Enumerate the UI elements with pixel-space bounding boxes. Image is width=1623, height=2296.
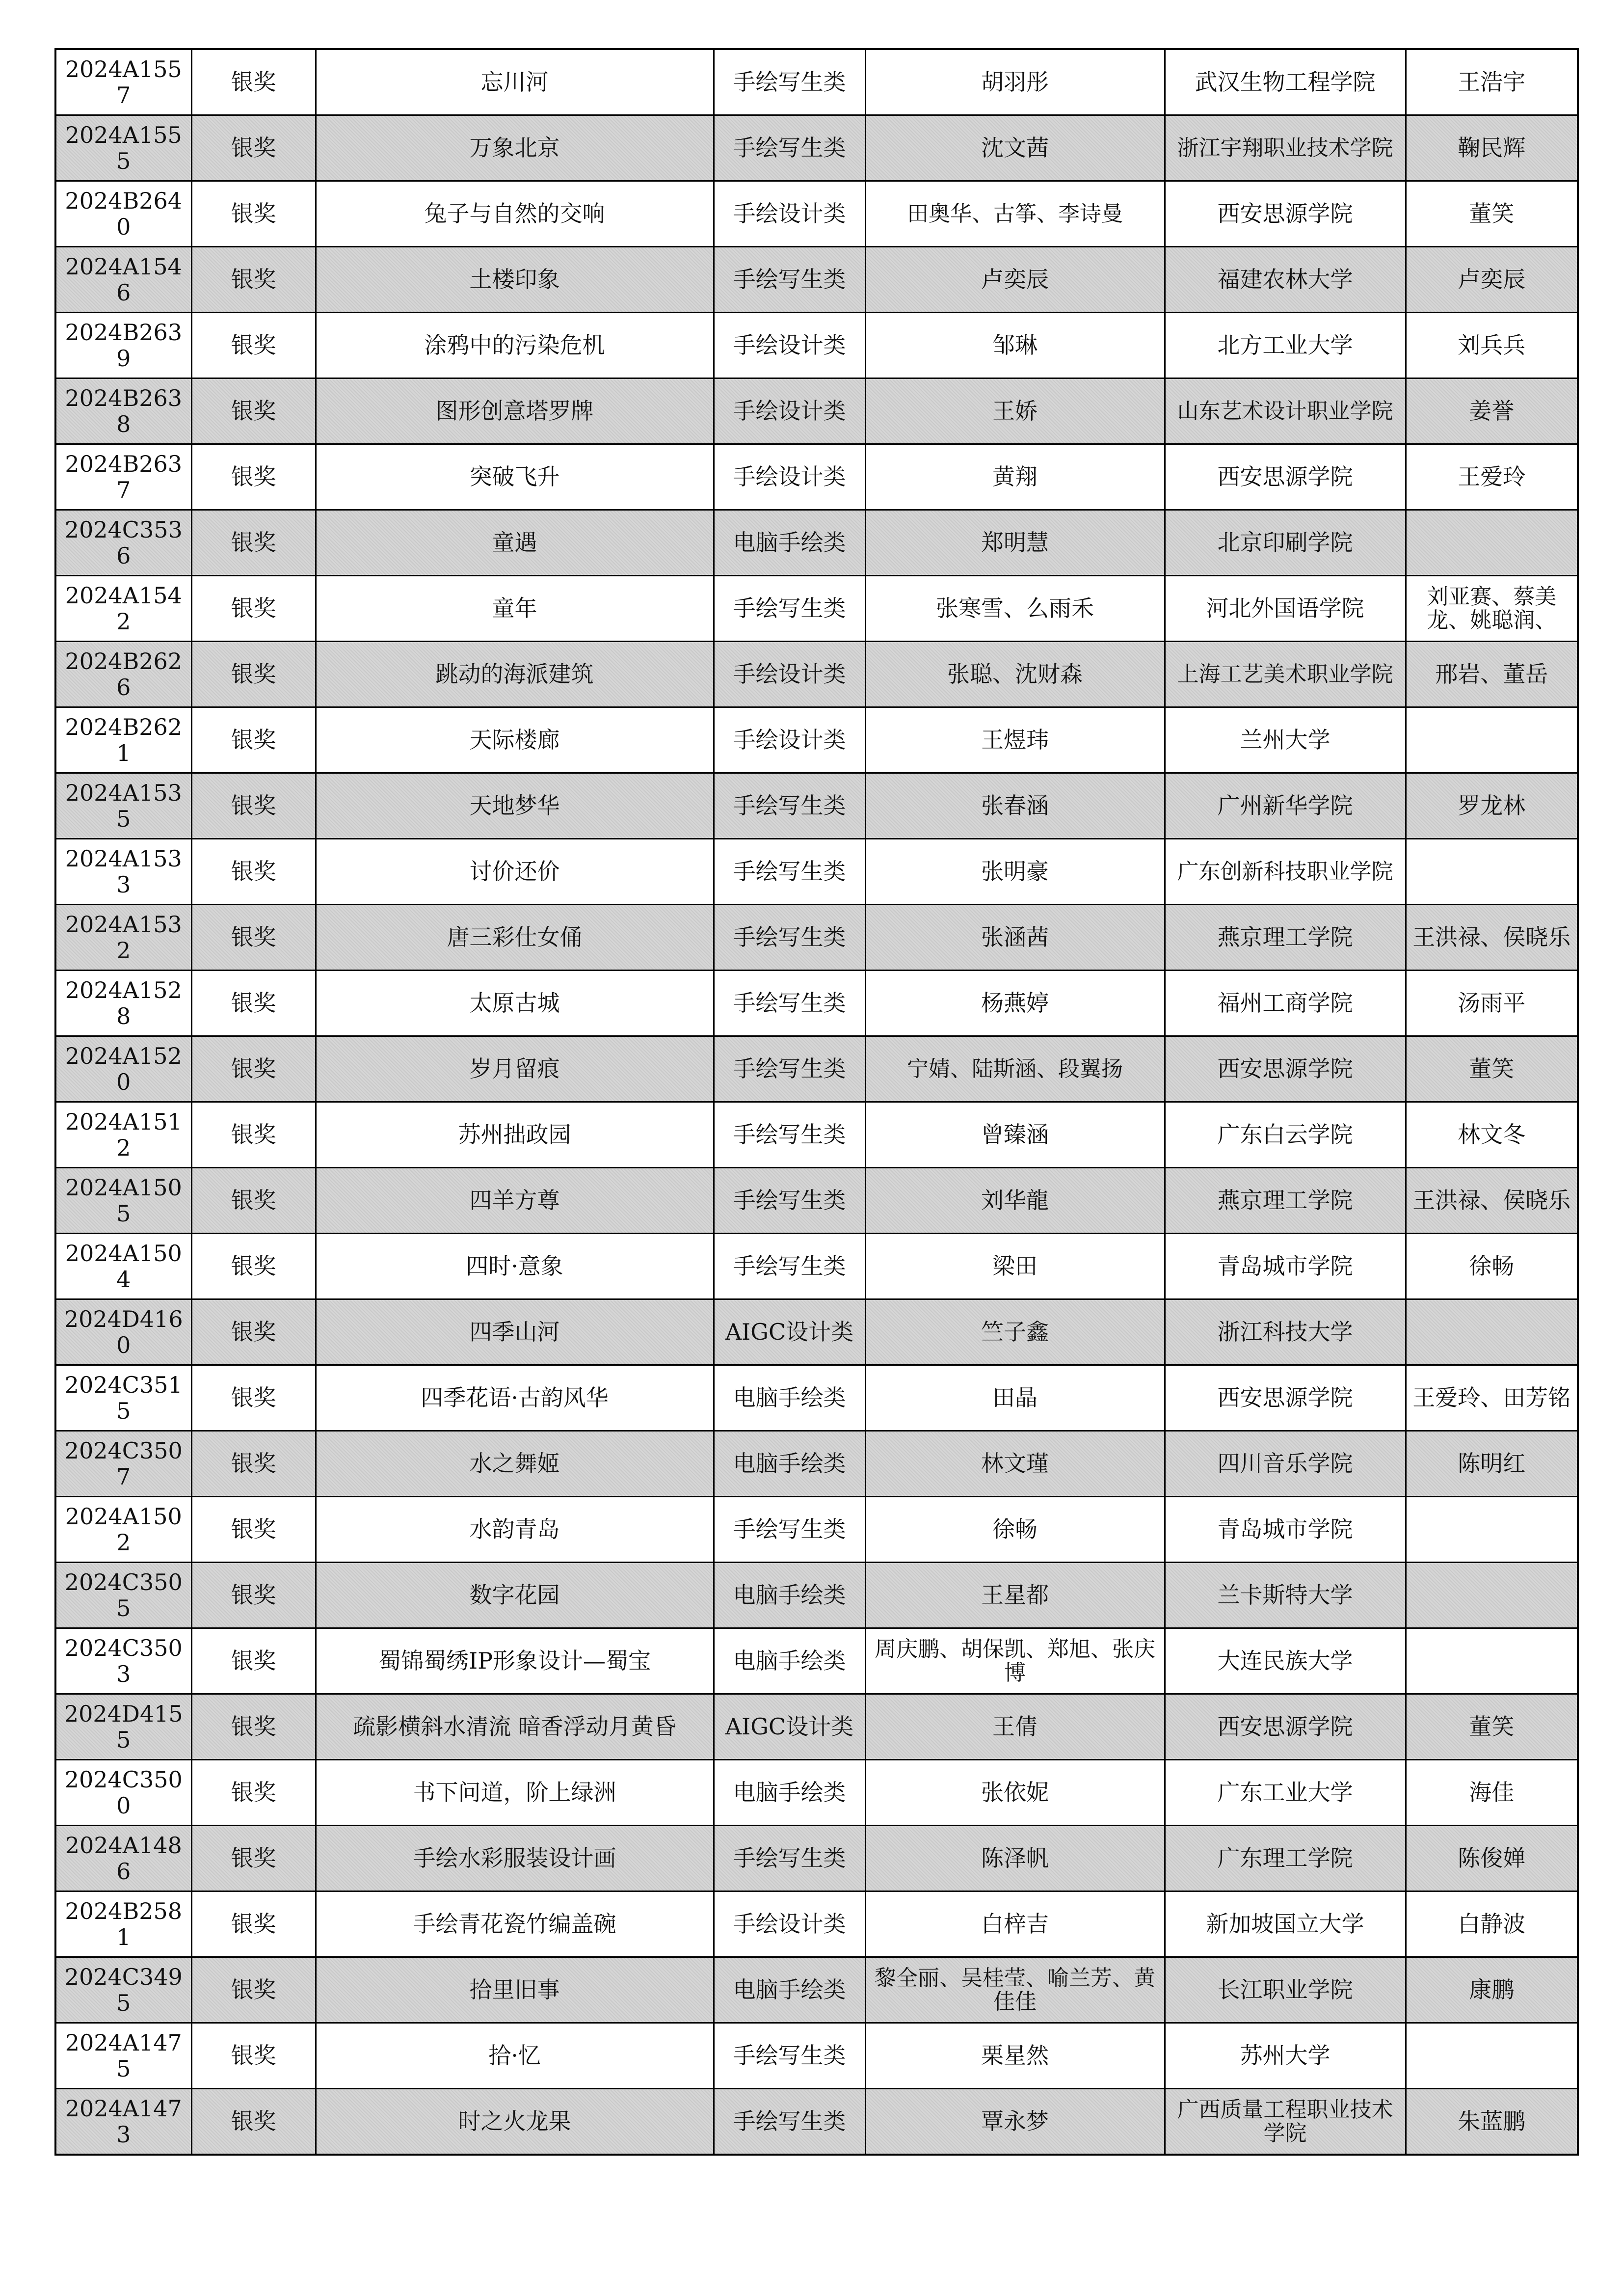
author-cell: 郑明慧 [865, 510, 1165, 576]
entry-id-cell: 2024A1557 [55, 49, 191, 115]
work-title-cell: 四季山河 [316, 1299, 714, 1365]
advisor-cell: 康鹏 [1406, 1957, 1578, 2023]
table-row [55, 1957, 1578, 2023]
table-row [55, 642, 1578, 707]
work-title-cell: 拾里旧事 [316, 1957, 714, 2023]
award-level-cell: 银奖 [191, 707, 316, 773]
work-title-cell: 天际楼廊 [316, 707, 714, 773]
work-title-cell: 兔子与自然的交响 [316, 181, 714, 247]
work-title-cell: 水之舞姬 [316, 1431, 714, 1497]
advisor-cell: 姜誉 [1406, 378, 1578, 444]
advisor-cell: 徐畅 [1406, 1234, 1578, 1299]
author-cell: 邹琳 [865, 313, 1165, 378]
author-cell: 胡羽彤 [865, 49, 1165, 115]
category-cell: 手绘设计类 [714, 181, 865, 247]
author-cell: 沈文茜 [865, 115, 1165, 181]
award-level-cell: 银奖 [191, 1102, 316, 1168]
table-row [55, 247, 1578, 313]
advisor-cell: 董笑 [1406, 1694, 1578, 1760]
school-cell: 北方工业大学 [1165, 313, 1406, 378]
category-cell: 手绘设计类 [714, 378, 865, 444]
advisor-cell: 罗龙林 [1406, 773, 1578, 839]
author-cell: 卢奕辰 [865, 247, 1165, 313]
school-cell: 西安思源学院 [1165, 1694, 1406, 1760]
advisor-cell: 王爱玲、田芳铭 [1406, 1365, 1578, 1431]
author-cell: 刘华龍 [865, 1168, 1165, 1234]
school-cell: 广西质量工程职业技术学院 [1165, 2089, 1406, 2155]
school-cell: 燕京理工学院 [1165, 905, 1406, 971]
author-cell: 王倩 [865, 1694, 1165, 1760]
table-row [55, 1299, 1578, 1365]
advisor-cell [1406, 1299, 1578, 1365]
table-row [55, 1036, 1578, 1102]
work-title-cell: 水韵青岛 [316, 1497, 714, 1563]
advisor-cell: 王爱玲 [1406, 444, 1578, 510]
entry-id-cell: 2024A1505 [55, 1168, 191, 1234]
table-row [55, 2089, 1578, 2155]
entry-id-cell: 2024A1546 [55, 247, 191, 313]
category-cell: 电脑手绘类 [714, 1563, 865, 1628]
advisor-cell: 董笑 [1406, 181, 1578, 247]
school-cell: 四川音乐学院 [1165, 1431, 1406, 1497]
author-cell: 张依妮 [865, 1760, 1165, 1826]
entry-id-cell: 2024B2581 [55, 1891, 191, 1957]
work-title-cell: 跳动的海派建筑 [316, 642, 714, 707]
advisor-cell: 卢奕辰 [1406, 247, 1578, 313]
author-cell: 林文瑾 [865, 1431, 1165, 1497]
award-level-cell: 银奖 [191, 839, 316, 905]
entry-id-cell: 2024C3500 [55, 1760, 191, 1826]
school-cell: 广东创新科技职业学院 [1165, 839, 1406, 905]
school-cell: 新加坡国立大学 [1165, 1891, 1406, 1957]
entry-id-cell: 2024B2638 [55, 378, 191, 444]
category-cell: 电脑手绘类 [714, 1628, 865, 1694]
category-cell: AIGC设计类 [714, 1694, 865, 1760]
author-cell: 覃永梦 [865, 2089, 1165, 2155]
work-title-cell: 图形创意塔罗牌 [316, 378, 714, 444]
category-cell: 电脑手绘类 [714, 510, 865, 576]
advisor-cell [1406, 2023, 1578, 2089]
advisor-cell: 王浩宇 [1406, 49, 1578, 115]
work-title-cell: 手绘水彩服装设计画 [316, 1826, 714, 1891]
award-level-cell: 银奖 [191, 181, 316, 247]
author-cell: 黄翔 [865, 444, 1165, 510]
table-row [55, 181, 1578, 247]
work-title-cell: 疏影横斜水清流 暗香浮动月黄昏 [316, 1694, 714, 1760]
category-cell: 手绘写生类 [714, 1036, 865, 1102]
work-title-cell: 唐三彩仕女俑 [316, 905, 714, 971]
advisor-cell: 林文冬 [1406, 1102, 1578, 1168]
table-row [55, 1497, 1578, 1563]
school-cell: 广东理工学院 [1165, 1826, 1406, 1891]
advisor-cell: 董笑 [1406, 1036, 1578, 1102]
table-row [55, 510, 1578, 576]
award-level-cell: 银奖 [191, 313, 316, 378]
work-title-cell: 四羊方尊 [316, 1168, 714, 1234]
advisor-cell: 白静波 [1406, 1891, 1578, 1957]
award-level-cell: 银奖 [191, 905, 316, 971]
advisor-cell [1406, 510, 1578, 576]
school-cell: 福建农林大学 [1165, 247, 1406, 313]
category-cell: 手绘写生类 [714, 839, 865, 905]
award-level-cell: 银奖 [191, 1826, 316, 1891]
category-cell: 手绘设计类 [714, 1891, 865, 1957]
entry-id-cell: 2024B2640 [55, 181, 191, 247]
entry-id-cell: 2024C3495 [55, 1957, 191, 2023]
award-level-cell: 银奖 [191, 1365, 316, 1431]
category-cell: 手绘写生类 [714, 1102, 865, 1168]
table-row [55, 1826, 1578, 1891]
school-cell: 上海工艺美术职业学院 [1165, 642, 1406, 707]
award-level-cell: 银奖 [191, 971, 316, 1036]
work-title-cell: 四季花语·古韵风华 [316, 1365, 714, 1431]
category-cell: 手绘写生类 [714, 2089, 865, 2155]
work-title-cell: 数字花园 [316, 1563, 714, 1628]
category-cell: 手绘设计类 [714, 313, 865, 378]
award-level-cell: 银奖 [191, 1299, 316, 1365]
author-cell: 张涵茜 [865, 905, 1165, 971]
school-cell: 西安思源学院 [1165, 1365, 1406, 1431]
school-cell: 青岛城市学院 [1165, 1234, 1406, 1299]
advisor-cell: 朱蓝鹏 [1406, 2089, 1578, 2155]
award-level-cell: 银奖 [191, 1563, 316, 1628]
author-cell: 张聪、沈财森 [865, 642, 1165, 707]
award-level-cell: 银奖 [191, 1957, 316, 2023]
school-cell: 苏州大学 [1165, 2023, 1406, 2089]
category-cell: 手绘写生类 [714, 1826, 865, 1891]
category-cell: 手绘写生类 [714, 247, 865, 313]
category-cell: 手绘设计类 [714, 444, 865, 510]
category-cell: 电脑手绘类 [714, 1957, 865, 2023]
work-title-cell: 突破飞升 [316, 444, 714, 510]
category-cell: 手绘写生类 [714, 2023, 865, 2089]
table-row [55, 444, 1578, 510]
school-cell: 广东白云学院 [1165, 1102, 1406, 1168]
award-level-cell: 银奖 [191, 2023, 316, 2089]
entry-id-cell: 2024A1532 [55, 905, 191, 971]
award-level-cell: 银奖 [191, 773, 316, 839]
author-cell: 白梓吉 [865, 1891, 1165, 1957]
award-level-cell: 银奖 [191, 1234, 316, 1299]
category-cell: 手绘写生类 [714, 905, 865, 971]
author-cell: 王娇 [865, 378, 1165, 444]
entry-id-cell: 2024C3515 [55, 1365, 191, 1431]
table-row [55, 1234, 1578, 1299]
work-title-cell: 讨价还价 [316, 839, 714, 905]
school-cell: 兰卡斯特大学 [1165, 1563, 1406, 1628]
author-cell: 栗星然 [865, 2023, 1165, 2089]
school-cell: 广东工业大学 [1165, 1760, 1406, 1826]
category-cell: 手绘写生类 [714, 1497, 865, 1563]
table-row [55, 707, 1578, 773]
table-row [55, 313, 1578, 378]
entry-id-cell: 2024C3507 [55, 1431, 191, 1497]
table-row [55, 115, 1578, 181]
category-cell: 手绘写生类 [714, 115, 865, 181]
work-title-cell: 岁月留痕 [316, 1036, 714, 1102]
work-title-cell: 拾·忆 [316, 2023, 714, 2089]
author-cell: 黎全丽、吴桂莹、喻兰芳、黄佳佳 [865, 1957, 1165, 2023]
award-level-cell: 银奖 [191, 1497, 316, 1563]
work-title-cell: 太原古城 [316, 971, 714, 1036]
work-title-cell: 童遇 [316, 510, 714, 576]
work-title-cell: 书下问道，阶上绿洲 [316, 1760, 714, 1826]
award-table-body [55, 49, 1578, 2155]
award-level-cell: 银奖 [191, 378, 316, 444]
entry-id-cell: 2024A1512 [55, 1102, 191, 1168]
table-row [55, 49, 1578, 115]
award-level-cell: 银奖 [191, 1760, 316, 1826]
entry-id-cell: 2024A1520 [55, 1036, 191, 1102]
advisor-cell [1406, 1497, 1578, 1563]
award-level-cell: 银奖 [191, 2089, 316, 2155]
advisor-cell: 鞠民辉 [1406, 115, 1578, 181]
school-cell: 兰州大学 [1165, 707, 1406, 773]
school-cell: 河北外国语学院 [1165, 576, 1406, 642]
work-title-cell: 涂鸦中的污染危机 [316, 313, 714, 378]
advisor-cell: 陈明红 [1406, 1431, 1578, 1497]
work-title-cell: 土楼印象 [316, 247, 714, 313]
author-cell: 徐畅 [865, 1497, 1165, 1563]
author-cell: 周庆鹏、胡保凯、郑旭、张庆博 [865, 1628, 1165, 1694]
entry-id-cell: 2024A1528 [55, 971, 191, 1036]
school-cell: 燕京理工学院 [1165, 1168, 1406, 1234]
author-cell: 梁田 [865, 1234, 1165, 1299]
school-cell: 青岛城市学院 [1165, 1497, 1406, 1563]
entry-id-cell: 2024A1533 [55, 839, 191, 905]
entry-id-cell: 2024B2639 [55, 313, 191, 378]
award-level-cell: 银奖 [191, 1628, 316, 1694]
work-title-cell: 忘川河 [316, 49, 714, 115]
advisor-cell: 王洪禄、侯晓乐 [1406, 905, 1578, 971]
advisor-cell: 刘亚赛、蔡美龙、姚聪润、 [1406, 576, 1578, 642]
category-cell: 手绘设计类 [714, 707, 865, 773]
category-cell: 手绘写生类 [714, 576, 865, 642]
advisor-cell: 汤雨平 [1406, 971, 1578, 1036]
school-cell: 大连民族大学 [1165, 1628, 1406, 1694]
advisor-cell [1406, 1563, 1578, 1628]
school-cell: 西安思源学院 [1165, 1036, 1406, 1102]
author-cell: 张寒雪、么雨禾 [865, 576, 1165, 642]
table-row [55, 1694, 1578, 1760]
work-title-cell: 手绘青花瓷竹编盖碗 [316, 1891, 714, 1957]
school-cell: 山东艺术设计职业学院 [1165, 378, 1406, 444]
author-cell: 陈泽帆 [865, 1826, 1165, 1891]
work-title-cell: 时之火龙果 [316, 2089, 714, 2155]
advisor-cell: 刘兵兵 [1406, 313, 1578, 378]
advisor-cell: 海佳 [1406, 1760, 1578, 1826]
category-cell: 手绘写生类 [714, 1234, 865, 1299]
advisor-cell: 陈俊婵 [1406, 1826, 1578, 1891]
entry-id-cell: 2024A1502 [55, 1497, 191, 1563]
entry-id-cell: 2024A1504 [55, 1234, 191, 1299]
award-level-cell: 银奖 [191, 642, 316, 707]
award-level-cell: 银奖 [191, 115, 316, 181]
entry-id-cell: 2024C3503 [55, 1628, 191, 1694]
entry-id-cell: 2024D4155 [55, 1694, 191, 1760]
school-cell: 福州工商学院 [1165, 971, 1406, 1036]
table-row [55, 905, 1578, 971]
school-cell: 武汉生物工程学院 [1165, 49, 1406, 115]
table-row [55, 1760, 1578, 1826]
work-title-cell: 天地梦华 [316, 773, 714, 839]
table-row [55, 576, 1578, 642]
author-cell: 曾臻涵 [865, 1102, 1165, 1168]
school-cell: 长江职业学院 [1165, 1957, 1406, 2023]
advisor-cell: 邢岩、董岳 [1406, 642, 1578, 707]
award-level-cell: 银奖 [191, 510, 316, 576]
work-title-cell: 四时·意象 [316, 1234, 714, 1299]
author-cell: 王煜玮 [865, 707, 1165, 773]
category-cell: 手绘写生类 [714, 1168, 865, 1234]
entry-id-cell: 2024A1542 [55, 576, 191, 642]
work-title-cell: 童年 [316, 576, 714, 642]
table-row [55, 1102, 1578, 1168]
category-cell: 手绘写生类 [714, 773, 865, 839]
table-row [55, 1365, 1578, 1431]
award-level-cell: 银奖 [191, 247, 316, 313]
entry-id-cell: 2024B2621 [55, 707, 191, 773]
table-row [55, 1563, 1578, 1628]
award-level-cell: 银奖 [191, 1431, 316, 1497]
table-row [55, 1431, 1578, 1497]
school-cell: 浙江科技大学 [1165, 1299, 1406, 1365]
category-cell: 手绘写生类 [714, 49, 865, 115]
award-table [54, 48, 1579, 2156]
school-cell: 北京印刷学院 [1165, 510, 1406, 576]
category-cell: 电脑手绘类 [714, 1431, 865, 1497]
author-cell: 田晶 [865, 1365, 1165, 1431]
school-cell: 西安思源学院 [1165, 181, 1406, 247]
table-row [55, 2023, 1578, 2089]
category-cell: 手绘写生类 [714, 971, 865, 1036]
school-cell: 广州新华学院 [1165, 773, 1406, 839]
entry-id-cell: 2024A1486 [55, 1826, 191, 1891]
award-level-cell: 银奖 [191, 1036, 316, 1102]
table-row [55, 1628, 1578, 1694]
author-cell: 竺子鑫 [865, 1299, 1165, 1365]
entry-id-cell: 2024A1475 [55, 2023, 191, 2089]
category-cell: 手绘设计类 [714, 642, 865, 707]
entry-id-cell: 2024C3505 [55, 1563, 191, 1628]
author-cell: 王星都 [865, 1563, 1165, 1628]
category-cell: 电脑手绘类 [714, 1365, 865, 1431]
entry-id-cell: 2024A1535 [55, 773, 191, 839]
work-title-cell: 蜀锦蜀绣IP形象设计—蜀宝 [316, 1628, 714, 1694]
award-level-cell: 银奖 [191, 1891, 316, 1957]
author-cell: 张春涵 [865, 773, 1165, 839]
author-cell: 杨燕婷 [865, 971, 1165, 1036]
entry-id-cell: 2024B2637 [55, 444, 191, 510]
table-row [55, 773, 1578, 839]
table-row [55, 1891, 1578, 1957]
award-level-cell: 银奖 [191, 1168, 316, 1234]
author-cell: 张明豪 [865, 839, 1165, 905]
work-title-cell: 万象北京 [316, 115, 714, 181]
advisor-cell [1406, 1628, 1578, 1694]
table-row [55, 971, 1578, 1036]
category-cell: AIGC设计类 [714, 1299, 865, 1365]
entry-id-cell: 2024C3536 [55, 510, 191, 576]
entry-id-cell: 2024B2626 [55, 642, 191, 707]
table-row [55, 839, 1578, 905]
work-title-cell: 苏州拙政园 [316, 1102, 714, 1168]
advisor-cell: 王洪禄、侯晓乐 [1406, 1168, 1578, 1234]
entry-id-cell: 2024A1555 [55, 115, 191, 181]
table-row [55, 1168, 1578, 1234]
author-cell: 田奥华、古筝、李诗曼 [865, 181, 1165, 247]
school-cell: 浙江宇翔职业技术学院 [1165, 115, 1406, 181]
entry-id-cell: 2024D4160 [55, 1299, 191, 1365]
award-level-cell: 银奖 [191, 444, 316, 510]
table-row [55, 378, 1578, 444]
category-cell: 电脑手绘类 [714, 1760, 865, 1826]
advisor-cell [1406, 839, 1578, 905]
school-cell: 西安思源学院 [1165, 444, 1406, 510]
author-cell: 宁婧、陆斯涵、段翼扬 [865, 1036, 1165, 1102]
award-level-cell: 银奖 [191, 49, 316, 115]
advisor-cell [1406, 707, 1578, 773]
award-level-cell: 银奖 [191, 1694, 316, 1760]
entry-id-cell: 2024A1473 [55, 2089, 191, 2155]
award-level-cell: 银奖 [191, 576, 316, 642]
